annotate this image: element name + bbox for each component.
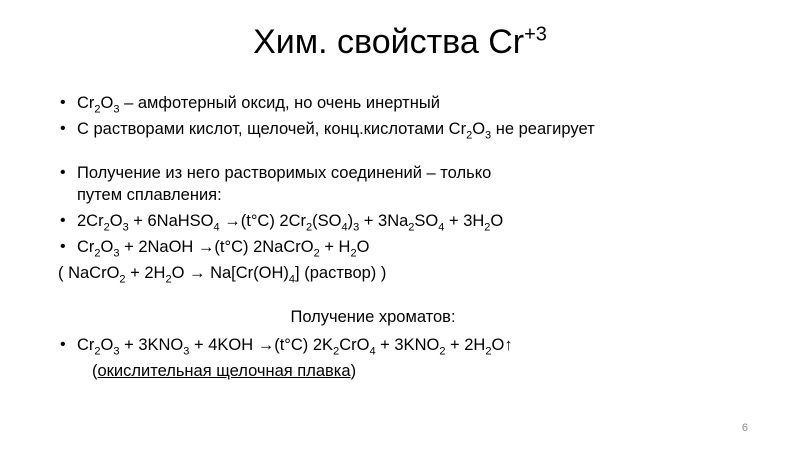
subscript: 3 xyxy=(113,103,120,116)
text-run: →(t°C) 2Cr xyxy=(219,212,306,230)
subscript: 4 xyxy=(438,221,445,234)
paren-line xyxy=(58,262,750,284)
text-run: (SO xyxy=(312,212,342,230)
text-run: O xyxy=(100,336,114,354)
text-run: + 4KOH →(t°C) 2K xyxy=(189,336,334,354)
text-run: O↑ xyxy=(491,336,513,354)
bullet-icon: • xyxy=(60,94,66,111)
text-run: С растворами кислот, щелочей, конц.кислотами Cr xyxy=(77,120,467,138)
text-run: O xyxy=(100,238,114,256)
text-run: + H xyxy=(319,238,351,256)
bullet-line-2 xyxy=(60,118,750,140)
title-superscript: +3 xyxy=(524,23,547,46)
subscript: 3 xyxy=(485,129,492,142)
text-run: + 3KNO xyxy=(119,336,184,354)
slide-body xyxy=(60,92,750,382)
bullet-icon: • xyxy=(60,120,66,137)
text-run: CrO xyxy=(339,336,370,354)
text-run: + 2H xyxy=(125,264,166,282)
text-run: ] (раствор) ) xyxy=(295,264,387,282)
subscript: 2 xyxy=(94,247,101,260)
bullet-line-6 xyxy=(60,334,750,356)
text-run: SO xyxy=(414,212,439,230)
text-run: 2Cr xyxy=(77,212,104,230)
section-heading-chromates xyxy=(0,306,750,328)
bullet-icon: • xyxy=(60,336,66,353)
page-number: 6 xyxy=(741,422,748,434)
subscript: 2 xyxy=(485,345,492,358)
text-run: + 3Na xyxy=(359,212,409,230)
text-run: Получение хроматов: xyxy=(290,308,456,326)
subscript: 3 xyxy=(183,345,190,358)
text-run: O xyxy=(356,238,370,256)
text-run: Получение из него растворимых соединений – только путем сплавления: xyxy=(77,164,492,204)
text-run: не реагирует xyxy=(491,120,595,138)
subscript: 2 xyxy=(306,221,313,234)
text-run: Cr xyxy=(77,94,95,112)
bullet-line-1 xyxy=(60,92,750,114)
bullet-icon: • xyxy=(60,164,66,181)
subscript: 2 xyxy=(94,345,101,358)
subscript: 3 xyxy=(122,221,129,234)
text-run: – амфотерный оксид, но очень инертный xyxy=(119,94,440,112)
text-run: + 2NaOH →(t°C) 2NaCrO xyxy=(119,238,314,256)
subscript: 3 xyxy=(353,221,360,234)
slide-title xyxy=(0,22,800,62)
text-run: O xyxy=(109,212,123,230)
text-run: Cr xyxy=(77,238,95,256)
subscript: 2 xyxy=(103,221,110,234)
text-run: ( NaCrO xyxy=(58,264,120,282)
subscript: 2 xyxy=(350,247,357,260)
bullet-line-4 xyxy=(60,210,750,232)
subscript: 2 xyxy=(466,129,473,142)
text-run: + 3H xyxy=(444,212,485,230)
text-run: O → Na[Cr(OH) xyxy=(171,264,289,282)
bullet-icon: • xyxy=(60,212,66,229)
text-run: + 6NaHSO xyxy=(128,212,214,230)
spacer xyxy=(60,140,750,162)
text-run: O xyxy=(472,120,486,138)
method-note xyxy=(60,360,750,382)
subscript: 4 xyxy=(341,221,348,234)
subscript: 2 xyxy=(94,103,101,116)
bullet-line-5 xyxy=(60,236,750,258)
text-run: O xyxy=(490,212,504,230)
subscript: 2 xyxy=(165,273,172,286)
subscript: 2 xyxy=(119,273,126,286)
subscript: 2 xyxy=(333,345,340,358)
spacer xyxy=(60,284,750,306)
bullet-line-3 xyxy=(60,162,497,206)
bullet-icon: • xyxy=(60,238,66,255)
subscript: 2 xyxy=(484,221,491,234)
text-run: ( xyxy=(92,362,98,380)
text-run: O xyxy=(100,94,114,112)
subscript: 2 xyxy=(439,345,446,358)
text-run: + 2H xyxy=(445,336,486,354)
subscript: 4 xyxy=(213,221,220,234)
text-run: ) xyxy=(347,212,354,230)
subscript: 3 xyxy=(113,247,120,260)
text-run: + 3KNO xyxy=(375,336,440,354)
subscript: 2 xyxy=(408,221,415,234)
subscript: 4 xyxy=(369,345,376,358)
method-name: окислительная щелочная плавка xyxy=(97,362,351,380)
text-run: Cr xyxy=(77,336,95,354)
subscript: 4 xyxy=(288,273,296,286)
subscript: 3 xyxy=(113,345,120,358)
subscript: 2 xyxy=(313,247,320,260)
title-text: Хим. свойства Cr xyxy=(253,23,525,61)
text-run: ) xyxy=(350,362,357,380)
